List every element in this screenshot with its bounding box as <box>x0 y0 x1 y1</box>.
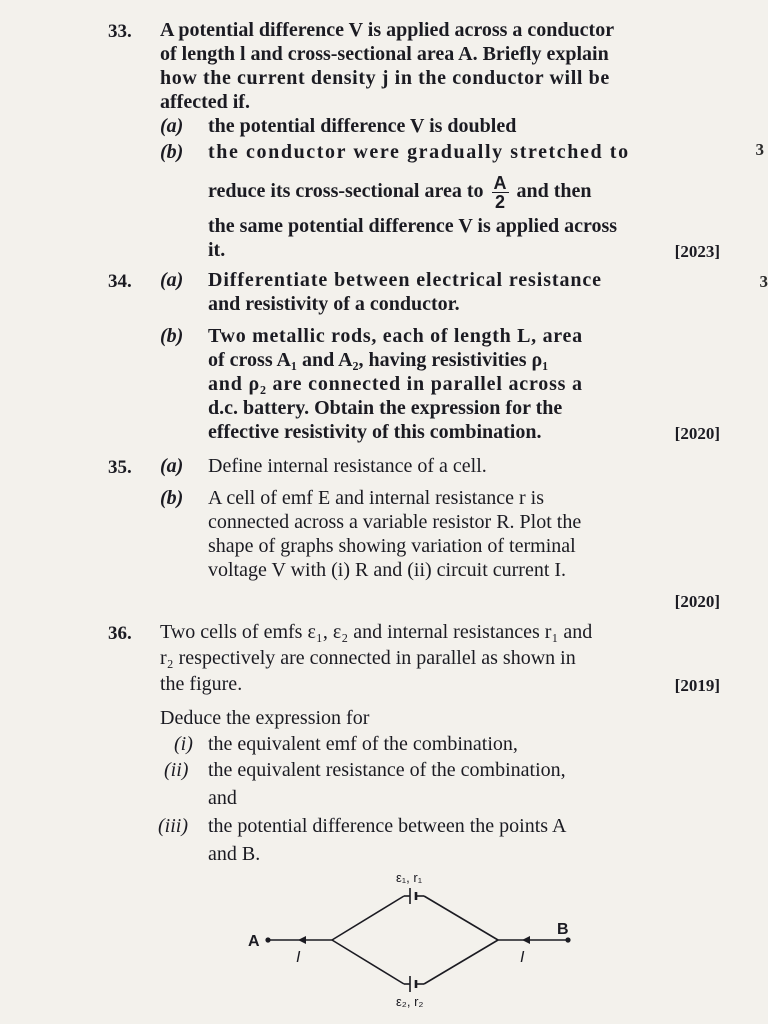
wire-upper-right <box>424 896 498 940</box>
margin-cutoff-number-2: 3 <box>759 272 768 291</box>
sub-part-label: (iii) <box>158 815 188 837</box>
part-label: (a) <box>160 269 184 291</box>
year-tag: [2020] <box>674 424 720 443</box>
sub-part-text: and B. <box>208 843 261 865</box>
part-text: the conductor were gradually stretched to <box>208 141 630 163</box>
question-text-line: the figure. <box>160 673 243 695</box>
year-tag: [2023] <box>674 242 720 261</box>
sub-part-text: the equivalent emf of the combination, <box>208 733 518 755</box>
part-text: shape of graphs showing variation of terminal <box>208 535 576 557</box>
question-number: 34. <box>108 271 132 292</box>
sub-part-text: the potential difference between the points A <box>208 815 567 837</box>
part-text: the potential difference V is doubled <box>208 115 517 137</box>
part-text: and then <box>516 180 592 203</box>
part-label: (b) <box>160 325 184 347</box>
question-number: 33. <box>108 21 132 42</box>
question-number: 35. <box>108 457 132 478</box>
part-label: (a) <box>160 115 184 137</box>
part-label: (a) <box>160 455 184 477</box>
part-text: Define internal resistance of a cell. <box>208 455 487 477</box>
sub-part-text: the equivalent resistance of the combination, <box>208 759 566 781</box>
question-text-line: Two cells of emfs ε₁, ε₂ and internal resistances r₁ and <box>160 621 593 643</box>
part-text: and ρ₂ are connected in parallel across a <box>208 373 583 395</box>
sub-part-text: and <box>208 787 237 809</box>
point-a-label: A <box>248 933 260 950</box>
margin-cutoff-number-1: 3 <box>755 140 764 159</box>
cell-top-label: ε₁, r₁ <box>396 870 423 885</box>
terminal-b-dot <box>565 937 570 942</box>
part-text: connected across a variable resistor R. Plot the <box>208 511 582 533</box>
part-text: of cross A₁ and A₂, having resistivities ρ₁ <box>208 349 549 371</box>
question-text-line: how the current density j in the conductor will be <box>160 67 610 89</box>
cell-top-symbol <box>410 888 416 904</box>
cell-bottom-label: ε₂, r₂ <box>396 994 424 1009</box>
cell-bottom-symbol <box>410 976 416 992</box>
point-b-label: B <box>557 921 569 938</box>
fraction-denominator: 2 <box>494 192 505 212</box>
question-text-line: of length l and cross-sectional area A. Briefly explain <box>160 43 609 65</box>
part-text: Two metallic rods, each of length L, area <box>208 325 583 347</box>
part-text: and resistivity of a conductor. <box>208 293 460 315</box>
question-text-line: r₂ respectively are connected in parallel as shown in <box>160 647 576 669</box>
part-text: reduce its cross-sectional area to <box>208 180 484 203</box>
sub-part-label: (ii) <box>164 759 189 781</box>
current-label-right: I <box>520 949 525 966</box>
year-tag: [2019] <box>674 676 720 695</box>
part-text: it. <box>208 239 226 261</box>
part-text: d.c. battery. Obtain the expression for the <box>208 397 563 419</box>
sub-part-label: (i) <box>174 733 193 755</box>
part-text: effective resistivity of this combination. <box>208 421 542 443</box>
current-label-left: I <box>296 949 301 966</box>
part-text: the same potential difference V is applied across <box>208 215 618 237</box>
question-text-line: A potential difference V is applied across a conductor <box>160 19 615 41</box>
fraction-numerator: A <box>493 173 507 193</box>
part-label: (b) <box>160 141 184 163</box>
part-text: Differentiate between electrical resistance <box>208 269 602 291</box>
part-text: voltage V with (i) R and (ii) circuit current I. <box>208 559 567 581</box>
year-tag: [2020] <box>674 592 720 611</box>
question-text-line: Deduce the expression for <box>160 707 370 729</box>
current-arrow-right <box>522 936 530 944</box>
terminal-a-dot <box>265 937 270 942</box>
question-text-line: affected if. <box>160 91 250 113</box>
question-number: 36. <box>108 623 132 644</box>
part-label: (b) <box>160 487 184 509</box>
wire-lower-left <box>332 940 404 984</box>
current-arrow-left <box>298 936 306 944</box>
part-text: A cell of emf E and internal resistance r is <box>208 487 544 509</box>
wire-upper-left <box>332 896 404 940</box>
wire-lower-right <box>424 940 498 984</box>
